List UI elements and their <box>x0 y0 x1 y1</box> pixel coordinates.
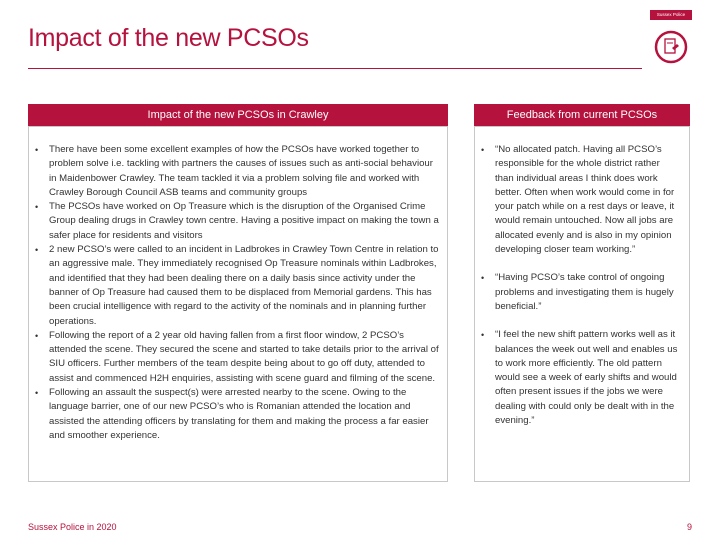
pcso-feedback-panel <box>474 126 690 482</box>
logo-tag: Sussex Police <box>650 10 692 20</box>
list-item-text: “Having PCSO’s take control of ongoing problems and investigating them is hugely beneficial.” <box>495 272 674 312</box>
list-item-text: “I feel the new shift pattern works well as it balances the week out well and enables us to work more efficiently. The old pattern would see a week of early shifts and would often present issues if the jobs we were dealing with could only be dealt with in the evening.” <box>495 329 678 427</box>
list-item <box>475 271 689 314</box>
list-item <box>475 143 689 257</box>
sussex-police-crest-icon <box>654 30 688 64</box>
list-item <box>29 200 447 243</box>
list-item-text: Following an assault the suspect(s) were arrested nearby to the scene. Owing to the language barrier, one of our new PCSO’s who is Romanian attended the location and assisted the attending officers by translating for them and making the process a far easier and smoother experience. <box>49 387 429 441</box>
list-item-text: “No allocated patch. Having all PCSO’s responsible for the whole district rather than individual areas I think does work better. Often when work would come in for your patch while on a rest days or leave, it would remain untouched. Now all jobs are allocated evenly and is also in my opinion developing closer team working.” <box>495 144 675 256</box>
list-item <box>29 329 447 386</box>
crawley-impact-panel <box>28 126 448 482</box>
list-item <box>29 243 447 329</box>
bullet-icon: • <box>481 330 485 341</box>
list-item <box>29 386 447 443</box>
footer-source: Sussex Police in 2020 <box>28 522 117 532</box>
page-number: 9 <box>686 522 692 532</box>
bullet-icon: • <box>35 330 39 341</box>
list-item <box>29 143 447 200</box>
impact-list <box>29 143 447 443</box>
bullet-icon: • <box>35 145 39 155</box>
list-item-text: 2 new PCSO’s were called to an incident in Ladbrokes in Crawley Town Centre in relation to an aggressive male. They immediately recognised Op Treasure nominals within Ladbrokes, and identified that they had been dealing there on a daily basis since activity under the banner of Op Treasure had caused them to be displaced from Memorial gardens. This has been crucial intelligence with regard to the activity of the nominals and in planning further operations. <box>49 244 439 327</box>
list-item-text: There have been some excellent examples of how the PCSOs have worked together to problem solve i.e. tackling with partners the causes of issues such as anti-social behaviour in Maidenbower Crawley. The team tackled it via a problem solving file and worked with Crawley Borough Council ASB teams and community groups <box>49 144 433 198</box>
feedback-list <box>475 143 689 442</box>
list-item-text: The PCSOs have worked on Op Treasure which is the disruption of the Organised Crime Group dealing drugs in Crawley town centre. Having a positive impact on making the town a safer place for residents and visitors <box>49 201 439 241</box>
list-item <box>475 328 689 428</box>
page-title: Impact of the new PCSOs <box>28 24 309 52</box>
bullet-icon: • <box>35 388 39 399</box>
title-divider <box>28 68 642 69</box>
sussex-police-logo <box>650 10 692 72</box>
bullet-icon: • <box>481 273 485 284</box>
bullet-icon: • <box>35 245 39 256</box>
right-panel-heading: Feedback from current PCSOs <box>474 104 690 126</box>
bullet-icon: • <box>35 202 39 213</box>
left-panel-heading: Impact of the new PCSOs in Crawley <box>28 104 448 126</box>
bullet-icon: • <box>481 145 485 155</box>
list-item-text: Following the report of a 2 year old having fallen from a first floor window, 2 PCSO’s attended the scene. They secured the scene and started to take details prior to the arrival of SIU officers. Further members of the team despite being about to go off duty, attended to assist and commenced H2H enquiries, assisting with scene guard and filming of the scene. <box>49 329 439 384</box>
